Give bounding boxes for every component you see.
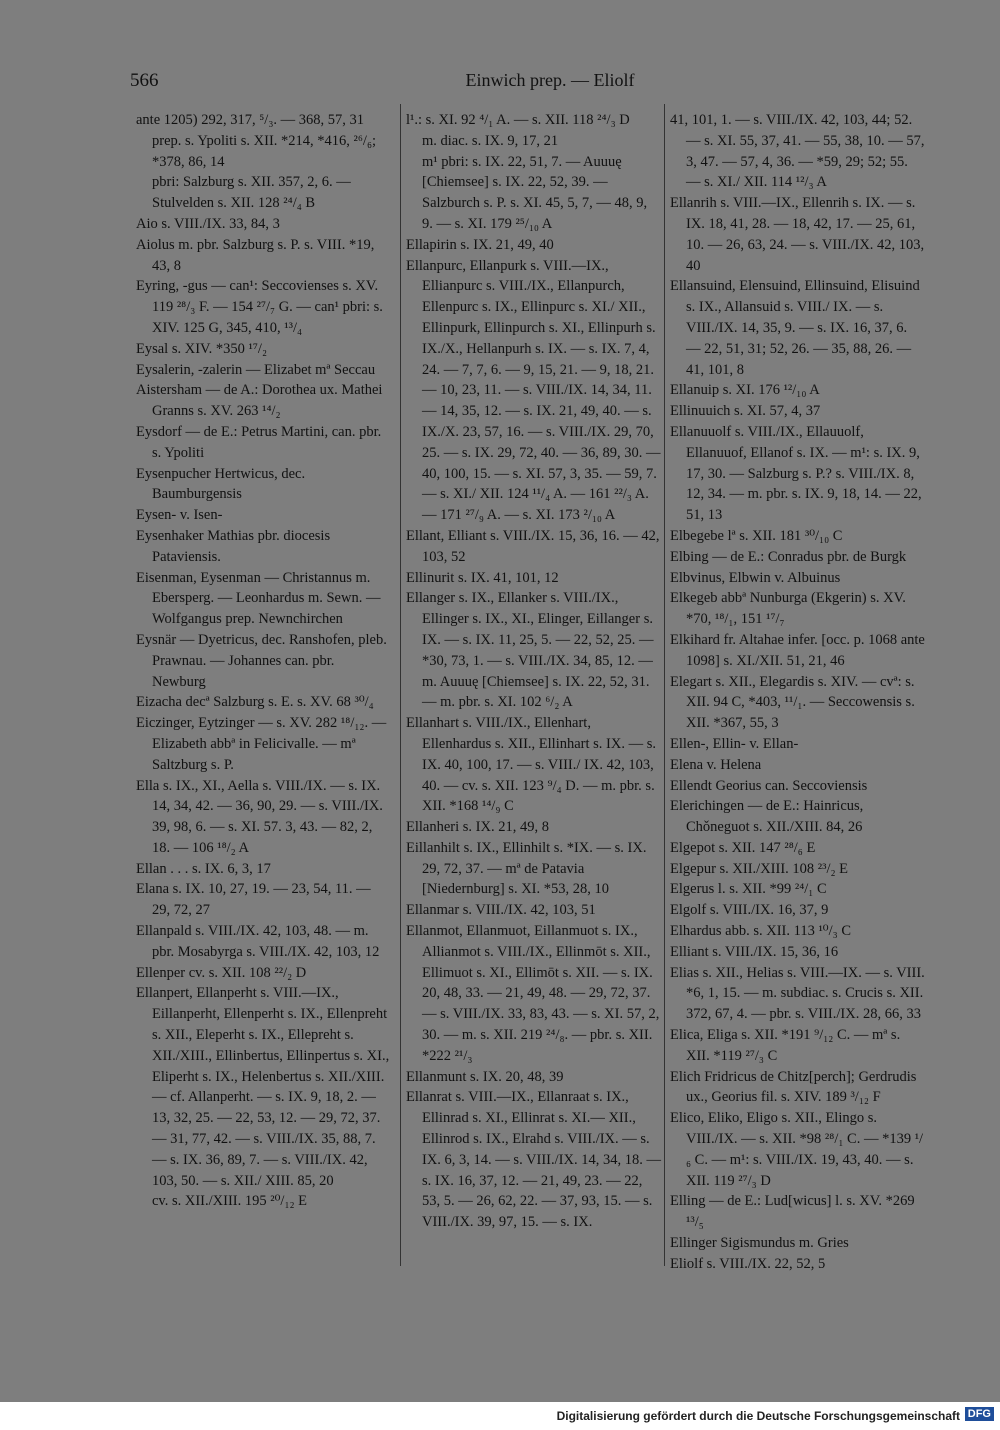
index-entry: Elhardus abb. s. XII. 113 ¹⁰/₃ C bbox=[670, 923, 852, 940]
index-entry: Ellant, Elliant s. VIII./IX. 15, 36, 16. — 42, 103, 52 bbox=[406, 527, 660, 565]
index-entry: Elana s. IX. 10, 27, 19. — 23, 54, 11. — 29, 72, 27 bbox=[136, 881, 371, 919]
index-entry: Eisenman, Eysenman — Christannus m. Ebersperg. — Leonhardus m. Sewn. — Wolfgangus prep. Newnchirchen bbox=[136, 569, 381, 628]
index-entry: Elerichingen — de E.: Hainricus, Chǒneguot s. XII./XIII. 84, 26 bbox=[670, 798, 864, 836]
index-entry: Ellan . . . s. IX. 6, 3, 17 bbox=[136, 860, 271, 877]
index-entry: m. diac. s. IX. 9, 17, 21 bbox=[422, 132, 559, 149]
index-entry: Ellanmot, Ellanmuot, Eillanmuot s. IX., Allianmot s. VIII./IX., Ellinmōt s. XII., Ellimuot s. XI., Ellimōt s. XII. — s. IX. 20, 48, 33. — 21, 49, 48. — 29, 72, 37. — s. VIII./IX. 33, 83, 43. — s. XI. 57, 2, 30. — m. s. XII. 219 ²⁴/₈. — pbr. s. XII. *222 ²¹/₃ bbox=[406, 923, 660, 1064]
index-entry: Ellanuip s. XI. 176 ¹²/₁₀ A bbox=[670, 382, 820, 399]
index-entry: Elegart s. XII., Elegardis s. XIV. — cvª: s. XII. 94 C, *403, ¹¹/₁. — Seccowensis s. XII. *367, 55, 3 bbox=[670, 673, 915, 732]
index-entry: Ellanpald s. VIII./IX. 42, 103, 48. — m. pbr. Mosabyrga s. VIII./IX. 42, 103, 12 bbox=[136, 923, 380, 960]
index-entry: ante 1205) 292, 317, ⁵/₃. — 368, 57, 31 bbox=[136, 112, 364, 128]
index-entry: Aistersham — de A.: Dorothea ux. Mathei Granns s. XV. 263 ¹⁴/₂ bbox=[136, 382, 383, 420]
index-entry: Eysenhaker Mathias pbr. diocesis Pataviensis. bbox=[136, 527, 331, 565]
index-entry: Aiolus m. pbr. Salzburg s. P. s. VIII. *19, 43, 8 bbox=[136, 236, 375, 274]
column-3 bbox=[670, 110, 925, 1275]
index-entry: Eysen- v. Isen- bbox=[136, 507, 223, 524]
column-1 bbox=[136, 110, 391, 1212]
index-entry: Elich Fridricus de Chitz[perch]; Gerdrudis ux., Georius fil. s. XIV. 189 ³/₁₂ F bbox=[670, 1068, 917, 1106]
index-entry: Eysnär — Dyetricus, dec. Ranshofen, pleb. Prawnau. — Johannes can. pbr. Newburg bbox=[136, 631, 387, 690]
index-entry: Eyring, -gus — can¹: Seccovienses s. XV. 119 ²⁸/₃ F. — 154 ²⁷/₇ G. — can¹ pbri: s. XIV. 125 G, 345, 410, ¹³/₄ bbox=[136, 278, 383, 336]
index-entry: Ellanrih s. VIII.—IX., Ellenrih s. IX. — s. IX. 18, 41, 28. — 18, 42, 17. — 25, 61, 10. — 26, 63, 24. — s. VIII./IX. 42, 103, 40 bbox=[670, 195, 925, 274]
index-entry: Ellanheri s. IX. 21, 49, 8 bbox=[406, 819, 549, 836]
index-entry: Elbegebe lª s. XII. 181 ³⁰/₁₀ C bbox=[670, 527, 843, 544]
index-entry: Eillanhilt s. IX., Ellinhilt s. *IX. — s. IX. 29, 72, 37. — mª de Patavia [Niedernburg] s. XI. *53, 28, 10 bbox=[406, 839, 647, 898]
index-entry: Elgolf s. VIII./IX. 16, 37, 9 bbox=[670, 902, 829, 919]
running-head: Einwich prep. — Eliolf bbox=[465, 70, 635, 90]
index-entry: Elgepot s. XII. 147 ²⁸/₆ E bbox=[670, 839, 816, 856]
index-entry: Ellanger s. IX., Ellanker s. VIII./IX., Ellinger s. IX., XI., Elinger, Eillanger s. IX. — s. IX. 11, 25, 5. — 22, 52, 25. — *30, 73, 1. — s. VIII./IX. 34, 85, 12. — m. Auuuę [Chiemsee] s. IX. 22, 52, 31. — m. pbr. s. XI. 102 ⁶/₂ A bbox=[406, 590, 654, 711]
index-entry: Ellanmar s. VIII./IX. 42, 103, 51 bbox=[406, 902, 596, 919]
dfg-logo: DFG bbox=[965, 1407, 994, 1421]
index-entry: Ellen-, Ellin- v. Ellan- bbox=[670, 735, 799, 752]
index-entry: Ellenper cv. s. XII. 108 ²²/₂ D bbox=[136, 964, 307, 981]
index-entry: Eliolf s. VIII./IX. 22, 52, 5 bbox=[670, 1255, 826, 1272]
index-entry: Ellanuuolf s. VIII./IX., Ellauuolf, Ellanuuof, Ellanof s. IX. — m¹: s. IX. 9, 17, 30. — Salzburg s. P.? s. VIII./IX. 8, 12, 34. — m. pbr. s. IX. 9, 18, 14. — 22, 51, 13 bbox=[670, 423, 922, 524]
index-entry: Eysal s. XIV. *350 ¹⁷/₂ bbox=[136, 340, 267, 357]
index-entry: Ellapirin s. IX. 21, 49, 40 bbox=[406, 236, 554, 253]
index-entry: Ellanpurc, Ellanpurk s. VIII.—IX., Ellianpurc s. VIII./IX., Ellanpurch, Ellenpurc s. IX., Ellinpurc s. XI./ XII., Ellinpurk, Ellinpurch s. XI., Ellinpurh s. IX./X., Hellanpurh s. IX. — s. IX. 7, 4, 24. — 7, 7, 6. — 9, 15, 21. — 9, 18, 21. — 10, 23, 11. — s. VIII./IX. 14, 34, 11. — 14, 35, 12. — s. IX. 21, 49, 40. — s. IX./X. 23, 57, 16. — s. VIII./IX. 29, 70, 25. — s. IX. 29, 72, 40. — 36, 89, 30. — 40, 100, 15. — s. XI. 57, 3, 35. — 59, 7. — s. XI./ XII. 124 ¹¹/₄ A. — 161 ²²/₃ A. — 171 ²⁷/₉ A. — s. XI. 173 ²/₁₀ A bbox=[406, 257, 661, 524]
index-entry: l¹.: s. XI. 92 ⁴/₁ A. — s. XII. 118 ²⁴/₃ D bbox=[406, 112, 630, 128]
footer-bar bbox=[0, 1402, 1000, 1430]
index-entry: Eysenpucher Hertwicus, dec. Baumburgensis bbox=[136, 465, 306, 503]
index-entry: Elena v. Helena bbox=[670, 756, 762, 773]
column-2 bbox=[406, 110, 661, 1233]
index-entry: Elkihard fr. Altahae infer. [occ. p. 1068 ante 1098] s. XI./XII. 51, 21, 46 bbox=[670, 631, 925, 669]
index-entry: Elgepur s. XII./XIII. 108 ²³/₂ E bbox=[670, 860, 849, 877]
index-entry: Ella s. IX., XI., Aella s. VIII./IX. — s. IX. 14, 34, 42. — 36, 90, 29. — s. VIII./IX. 39, 98, 6. — s. XI. 57. 3, 43. — 82, 2, 18. — 106 ¹⁸/₂ A bbox=[136, 777, 383, 856]
index-entry: Ellansuind, Elensuind, Ellinsuind, Elisuind s. IX., Allansuid s. VIII./ IX. — s. VIII./IX. 14, 35, 9. — s. IX. 16, 37, 6. — 22, 51, 31; 52, 26. — 35, 88, 26. — 41, 101, 8 bbox=[670, 278, 920, 378]
index-entry: prep. s. Ypoliti s. XII. *214, *416, ²⁶/₆; *378, 86, 14 bbox=[152, 132, 377, 170]
index-entry: Eiczinger, Eytzinger — s. XV. 282 ¹⁸/₁₂. — Elizabeth abbª in Felicivalle. — mª Saltzburg s. P. bbox=[136, 715, 387, 773]
index-entry: Eizacha decª Salzburg s. E. s. XV. 68 ³⁰/₄ bbox=[136, 694, 374, 711]
index-entry: Ellanpert, Ellanperht s. VIII.—IX., Eillanperht, Ellenperht s. IX., Ellenpreht s. XII., Eleperht s. IX., Ellepreht s. XII./XIII., Ellinbertus, Ellinpertus s. XI., Eliperht s. IX., Helenbertus s. XII./XIII. — cf. Allanperht. — s. IX. 9, 18, 2. — 13, 32, 25. — 22, 53, 12. — 29, 72, 37. — 31, 77, 42. — s. VIII./IX. 35, 88, 7. — s. IX. 36, 89, 7. — s. VIII./IX. 42, 103, 50. — s. XII./ XIII. 85, 20 bbox=[136, 985, 390, 1189]
index-entry: Ellendt Georius can. Seccoviensis bbox=[670, 777, 868, 794]
index-entry: cv. s. XII./XIII. 195 ²⁰/₁₂ E bbox=[152, 1193, 308, 1210]
index-entry: 41, 101, 1. — s. VIII./IX. 42, 103, 44; 52. — s. XI. 55, 37, 41. — 55, 38, 10. — 57, 3, 47. — 57, 4, 36. — *59, 29; 52; 55. — s. XI./ XII. 114 ¹²/₃ A bbox=[670, 112, 925, 191]
index-entry: Ellanhart s. VIII./IX., Ellenhart, Ellenhardus s. XII., Ellinhart s. IX. — s. IX. 40, 100, 17. — s. VIII./ IX. 42, 103, 40. — cv. s. XII. 123 ⁹/₄ D. — m. pbr. s. XII. *168 ¹⁴/₉ C bbox=[406, 715, 656, 815]
column-divider bbox=[664, 104, 665, 1266]
index-entry: Elico, Eliko, Eligo s. XII., Elingo s. VIII./IX. — s. XII. *98 ²⁸/₁ C. — *139 ¹/₆ C. — m¹: s. VIII./IX. 19, 43, 40. — s. XII. 119 ²⁷/₃ D bbox=[670, 1110, 924, 1189]
index-entry: Elica, Eliga s. XII. *191 ⁹/₁₂ C. — mª s. XII. *119 ²⁷/₃ C bbox=[670, 1027, 901, 1064]
index-entry: Elling — de E.: Lud[wicus] l. s. XV. *269 ¹³/₅ bbox=[670, 1193, 915, 1231]
index-entry: Ellinurit s. IX. 41, 101, 12 bbox=[406, 569, 559, 586]
index-entry: Ellanrat s. VIII.—IX., Ellanraat s. IX., Ellinrad s. XI., Ellinrat s. XI.— XII., Ellinrod s. IX., Elrahd s. VIII./IX. — s. IX. 6, 3, 14. — s. VIII./IX. 14, 34, 18. — s. IX. 16, 37, 12. — 21, 49, 23. — 22, 53, 5. — 26, 62, 22. — 37, 93, 15. — s. VIII./IX. 39, 97, 15. — s. IX. bbox=[406, 1089, 661, 1231]
index-entry: Elbing — de E.: Conradus pbr. de Burgk bbox=[670, 548, 907, 565]
index-entry: Elliant s. VIII./IX. 15, 36, 16 bbox=[670, 943, 839, 960]
page-number: 566 bbox=[130, 70, 159, 91]
index-entry: Ellanmunt s. IX. 20, 48, 39 bbox=[406, 1068, 564, 1085]
index-entry: Aio s. VIII./IX. 33, 84, 3 bbox=[136, 215, 280, 232]
index-entry: Elkegeb abbª Nunburga (Ekgerin) s. XV. *70, ¹⁸/₁, 151 ¹⁷/₇ bbox=[670, 590, 906, 628]
index-entry: pbri: Salzburg s. XII. 357, 2, 6. — Stulvelden s. XII. 128 ²⁴/₄ B bbox=[152, 174, 351, 212]
index-entry: Elias s. XII., Helias s. VIII.—IX. — s. VIII. *6, 1, 15. — m. subdiac. s. Crucis s. XII. 372, 67, 4. — pbr. s. VIII./IX. 28, 66, 33 bbox=[670, 964, 925, 1023]
column-divider bbox=[400, 104, 401, 1266]
funding-notice: Digitalisierung gefördert durch die Deutsche Forschungsgemeinschaft bbox=[556, 1409, 960, 1423]
index-entry: m¹ pbri: s. IX. 22, 51, 7. — Auuuę [Chiemsee] s. IX. 22, 52, 39. — Salzburch s. P. s. XI. 45, 5, 7, — 48, 9, 9. — s. XI. 179 ²⁵/₁₀ A bbox=[422, 153, 648, 232]
index-entry: Elgerus l. s. XII. *99 ²⁴/₁ C bbox=[670, 881, 827, 898]
index-entry: Ellinger Sigismundus m. Gries bbox=[670, 1235, 849, 1252]
index-entry: Eysdorf — de E.: Petrus Martini, can. pbr. s. Ypoliti bbox=[136, 423, 382, 461]
index-entry: Eysalerin, -zalerin — Elizabet mª Seccau bbox=[136, 361, 376, 378]
index-entry: Ellinuuich s. XI. 57, 4, 37 bbox=[670, 403, 821, 420]
index-entry: Elbvinus, Elbwin v. Albuinus bbox=[670, 569, 841, 586]
